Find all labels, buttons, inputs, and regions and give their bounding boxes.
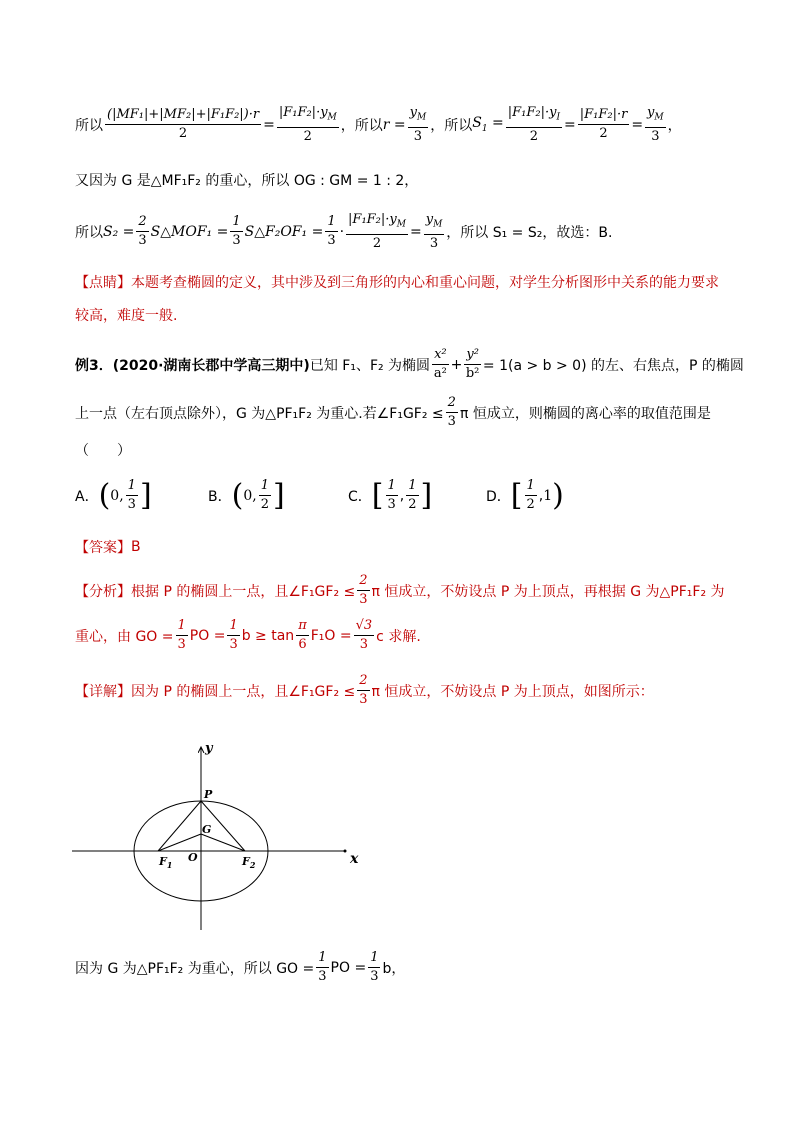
- text: 所以: [75, 224, 103, 241]
- fraction: $\frac{2}{3}$: [447, 395, 456, 429]
- fraction: $\frac{\text{y²}}{\text{b²}}$: [465, 347, 480, 381]
- option-c[interactable]: C． [ $\frac{1}{3}$ , $\frac{1}{2}$ ]: [348, 477, 433, 513]
- answer-line: [75, 537, 141, 557]
- segment-gf1: [158, 834, 201, 851]
- last-line: 因为 G 为△PF₁F₂ 为重心，所以 GO = $\frac{1}{3}$ PO = $\frac{1}{3}$ b，: [75, 950, 406, 984]
- fraction: $\frac{\text{x²}}{\text{a²}}$: [433, 347, 447, 381]
- answer-tag: 【答案】: [75, 540, 131, 556]
- fenxi-line-2: 重心，由 GO = $\frac{1}{3}$ PO = $\frac{1}{3}$ b ≥ tan $\frac{\pi}{6}$ F₁O = $\frac{√3}{3}$ c 求解.: [75, 618, 421, 652]
- formula-line-1: 所以 $\frac{\text{(|MF₁|+|MF₂|+|F₁F₂|)·r}}{2}$ = $\frac{|F_1F_2|\cdot y_M}{2}$ ，所以 r = $\frac{y_M}{3}$ ，所以 $S_1$ = $\frac{|F_1F_2|\cdot y_I}{2}$ = $\frac{\text{|F₁F₂|·r}}{2}$ = $\frac{y_M}{3}$ ，: [75, 105, 682, 144]
- xiangjie-line: 【详解】 因为 P 的椭圆上一点，且∠F₁GF₂ ≤ $\frac{2}{3}$ π 恒成立，不妨设点 P 为上顶点，如图所示：: [75, 673, 654, 707]
- text: ，所以: [340, 117, 383, 134]
- math: r =: [382, 116, 406, 133]
- example-3-line-2: 上一点（左右顶点除外），G 为△PF₁F₂ 为重心.若∠F₁GF₂ ≤ $\frac{2}{3}$ π 恒成立，则椭圆的离心率的取值范围是: [75, 395, 711, 429]
- xiangjie-tag: 【详解】: [75, 683, 131, 700]
- f1-label: $F_1$: [159, 855, 173, 870]
- math: $S_1$ =: [472, 115, 504, 135]
- fraction: $\frac{1}{3}$: [232, 214, 241, 249]
- dianjing-tag: 【点睛】: [75, 275, 131, 291]
- fenxi-line-1: 【分析】 根据 P 的椭圆上一点，且∠F₁GF₂ ≤ $\frac{2}{3}$ π 恒成立，不妨设点 P 为上顶点，再根据 G 为△PF₁F₂ 为: [75, 573, 725, 607]
- option-d[interactable]: D． [ $\frac{1}{2}$ , 1 ): [486, 477, 564, 513]
- o-label: O: [188, 851, 198, 864]
- option-a[interactable]: A． ( 0, $\frac{1}{3}$ ]: [75, 477, 152, 513]
- fraction: $\frac{y_M}{3}$: [647, 105, 664, 144]
- fenxi-tag: 【分析】: [75, 583, 131, 600]
- dianjing-line-2: [75, 305, 177, 325]
- text: ，: [667, 117, 682, 134]
- text: 又因为 G 是△MF₁F₂ 的重心，所以 OG : GM = 1 : 2，: [75, 173, 419, 189]
- y-label: y: [205, 741, 213, 756]
- x-label: x: [350, 851, 359, 867]
- fraction: $\frac{|F_1F_2|\cdot y_I}{2}$: [507, 105, 560, 144]
- text-line-2: [75, 170, 418, 190]
- fraction: $\frac{\text{(|MF₁|+|MF₂|+|F₁F₂|)·r}}{2}$: [107, 107, 260, 142]
- example-label: 例3．(2020·湖南长郡中学高三期中): [75, 357, 310, 374]
- fraction: $\frac{2}{3}$: [138, 214, 147, 249]
- dianjing-line-1: [75, 272, 719, 292]
- text: ，所以 S₁ = S₂，故选：B.: [446, 224, 613, 241]
- formula-line-3: 所以 S₂ = $\frac{2}{3}$ S△MOF₁ = $\frac{1}{3}$ S△F₂OF₁ = $\frac{1}{3}$ · $\frac{|F_1F_2|\cdot y_M}{2}$ = $\frac{y_M}{3}$ ，所以 S₁ = S₂，故选：B.: [75, 212, 613, 251]
- text: ，所以: [430, 117, 473, 134]
- option-b[interactable]: B． ( 0, $\frac{1}{2}$ ]: [208, 477, 285, 513]
- fraction: $\frac{|F_1F_2|\cdot y_M}{2}$: [348, 212, 406, 251]
- equals: =: [263, 116, 275, 133]
- fraction: $\frac{1}{3}$: [327, 214, 336, 249]
- fraction: $\frac{y_M}{3}$: [409, 105, 427, 144]
- answer-value: B: [131, 539, 141, 555]
- p-label: P: [204, 788, 213, 801]
- example-3-line-1: 例3．(2020·湖南长郡中学高三期中) 已知 F₁、F₂ 为椭圆 $\frac{\text{x²}}{\text{a²}}$ + $\frac{\text{y²}}{\text{b²}}$ = 1(a > b > 0) 的左、右焦点，P 的椭圆: [75, 347, 744, 381]
- dianjing-text: 较高，难度一般.: [75, 308, 178, 324]
- segment-gf2: [201, 834, 245, 851]
- f2-label: $F_2$: [242, 855, 256, 870]
- ellipse-diagram: [60, 735, 360, 935]
- dianjing-text: 本题考查椭圆的定义，其中涉及到三角形的内心和重心问题，对学生分析图形中关系的能力要求: [131, 275, 719, 291]
- fraction: $\frac{|F_1F_2|\cdot y_M}{2}$: [278, 105, 337, 144]
- fraction: $\frac{\text{|F₁F₂|·r}}{2}$: [579, 107, 628, 142]
- fraction: $\frac{y_M}{3}$: [425, 212, 443, 251]
- g-label: G: [202, 823, 212, 836]
- text: 所以: [75, 117, 103, 134]
- example-3-line-3: （ ）: [75, 443, 131, 459]
